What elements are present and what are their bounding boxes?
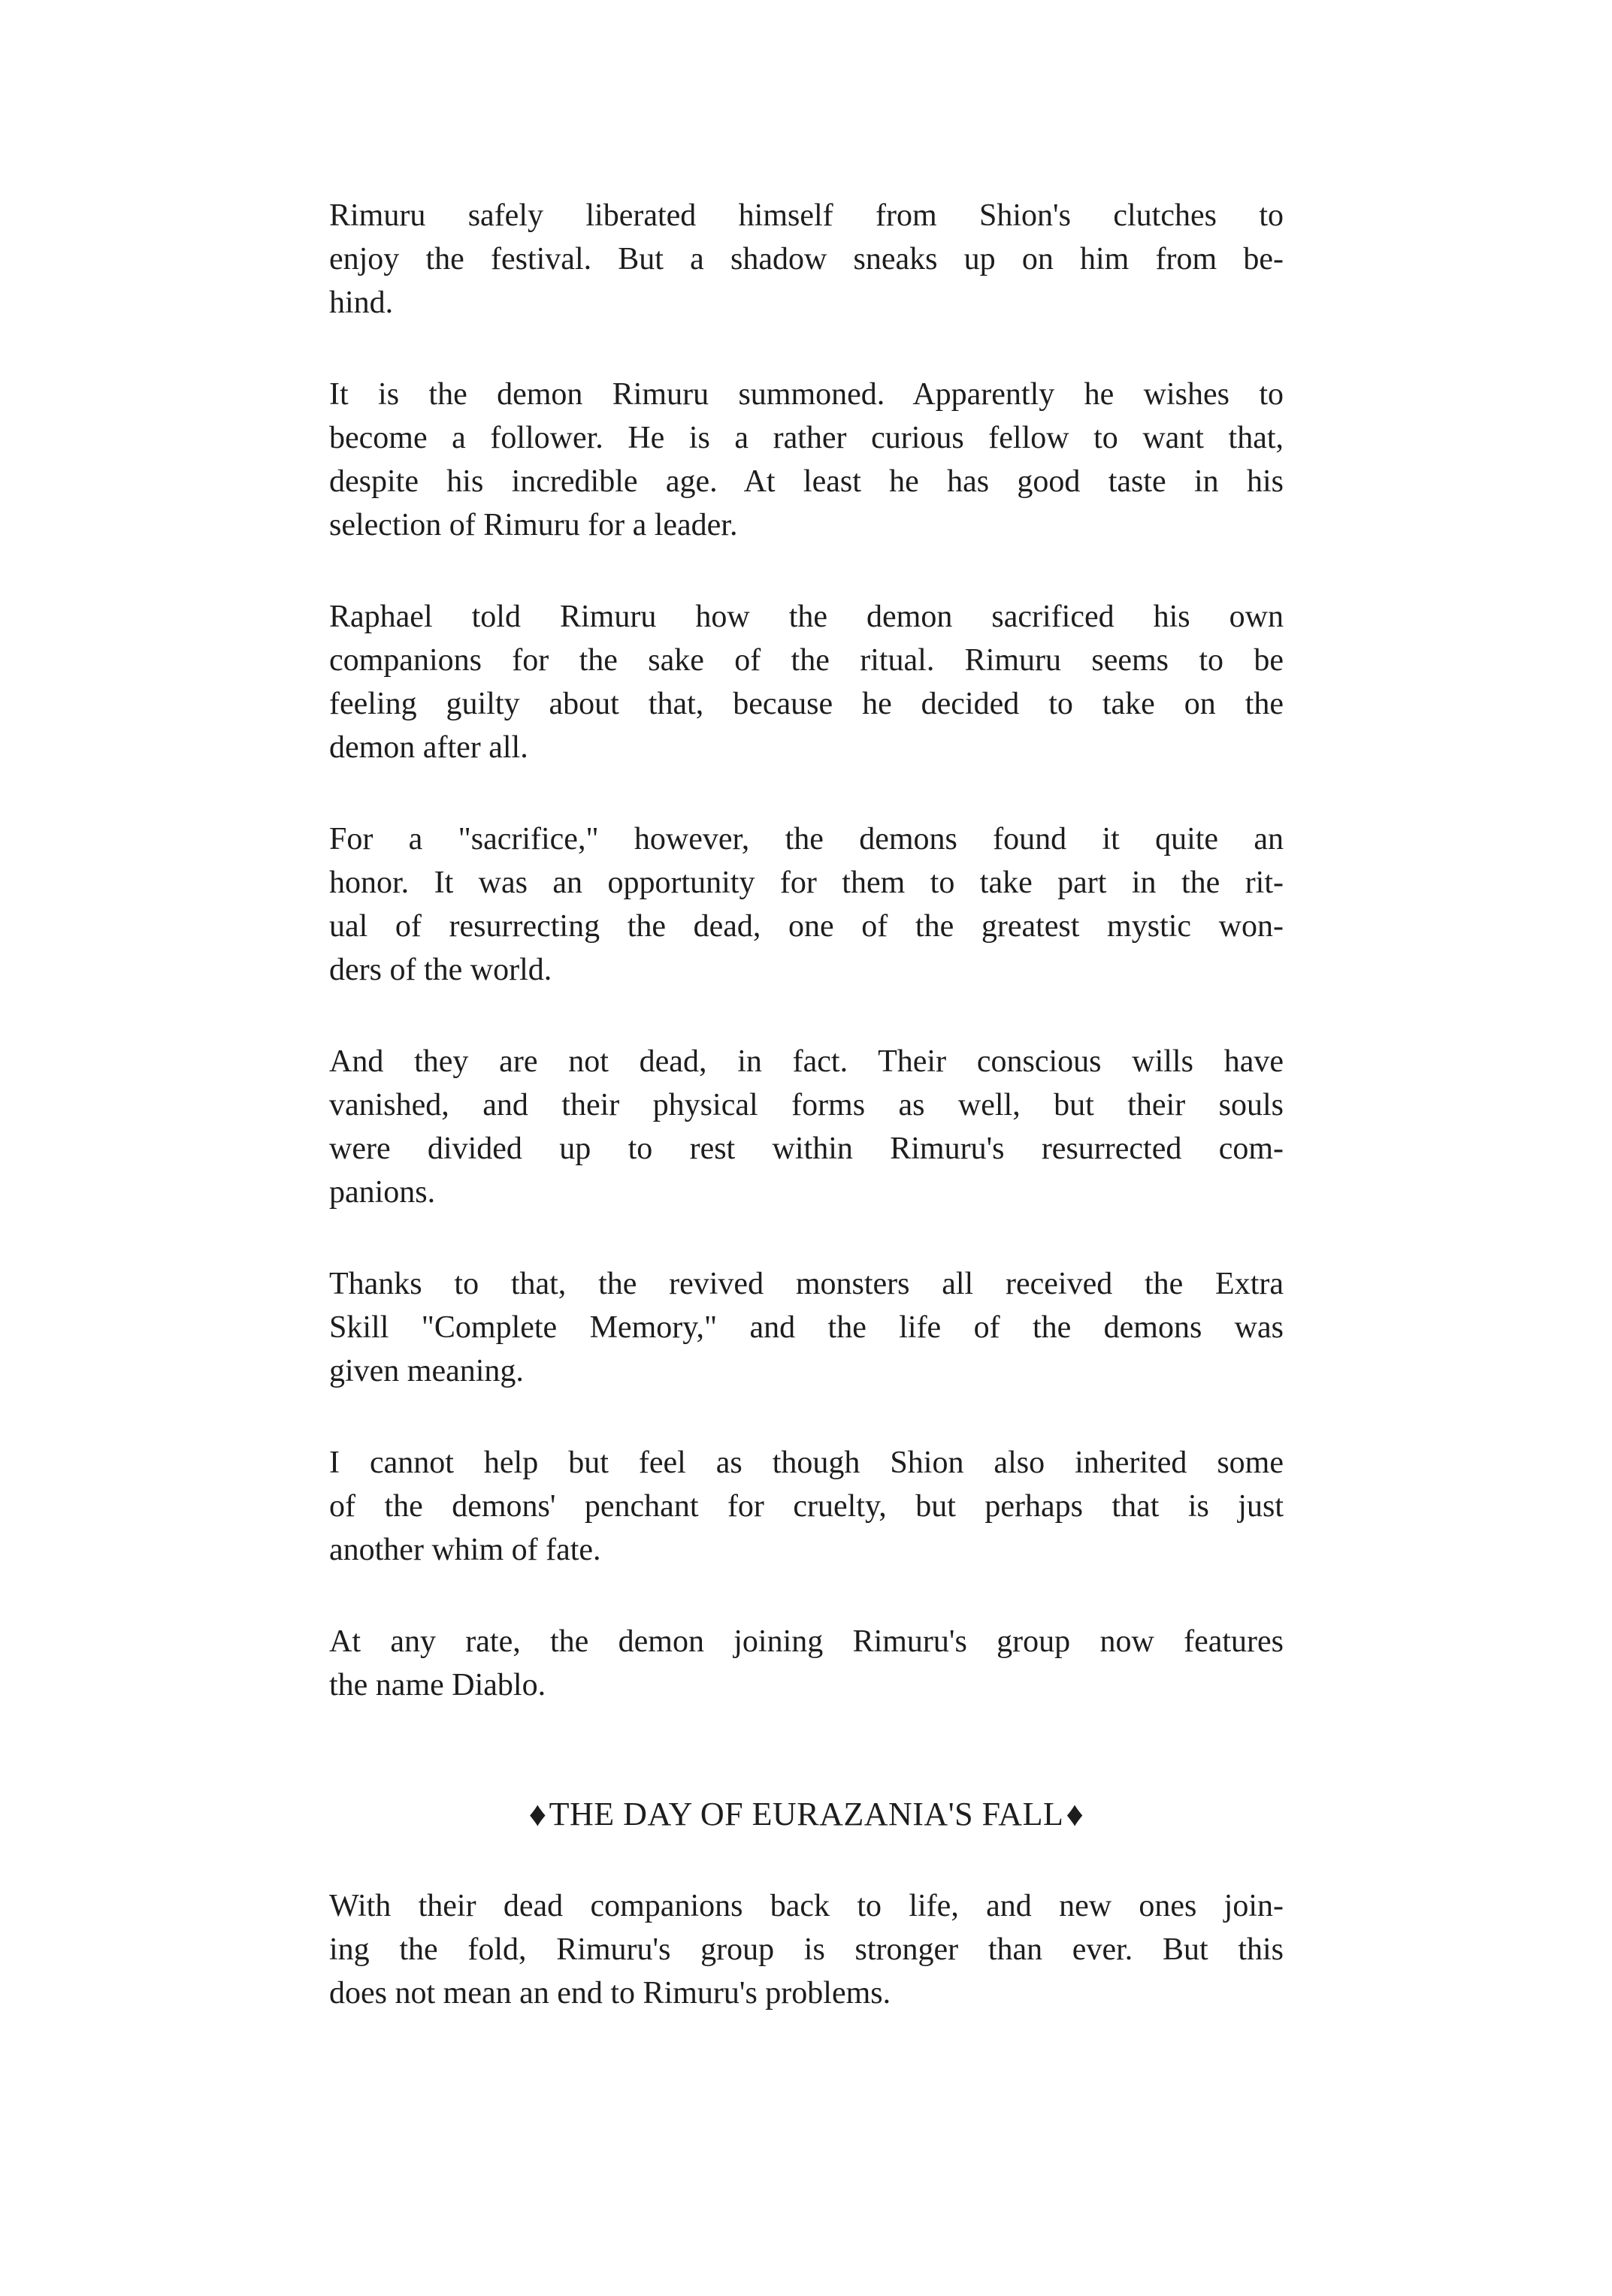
text-line: I cannot help but feel as though Shion also inherited some xyxy=(329,1446,1284,1480)
text-line: become a follower. He is a rather curious fellow to want that, xyxy=(329,421,1284,455)
section-heading xyxy=(329,1793,1284,1836)
text-line: Raphael told Rimuru how the demon sacrificed his own xyxy=(329,600,1284,634)
text-line: the name Diablo. xyxy=(329,1668,546,1702)
text-line: hind. xyxy=(329,285,394,320)
text-line: And they are not dead, in fact. Their conscious wills have xyxy=(329,1044,1284,1079)
paragraph xyxy=(329,373,1284,547)
text-line: Thanks to that, the revived monsters all received the Extra xyxy=(329,1267,1284,1301)
text-line: were divided up to rest within Rimuru's resurrected com- xyxy=(329,1131,1284,1166)
text-line: ders of the world. xyxy=(329,953,552,987)
text-line: given meaning. xyxy=(329,1354,524,1388)
text-line: ing the fold, Rimuru's group is stronger than ever. But this xyxy=(329,1932,1284,1967)
paragraphs-after-heading xyxy=(329,1884,1284,2015)
section-heading-title: THE DAY OF EURAZANIA'S FALL xyxy=(549,1796,1064,1832)
text-line: of the demons' penchant for cruelty, but perhaps that is just xyxy=(329,1489,1284,1524)
diamond-right-icon: ♦ xyxy=(1066,1795,1084,1833)
text-line: demon after all. xyxy=(329,730,528,765)
text-line: panions. xyxy=(329,1175,436,1210)
text-line: does not mean an end to Rimuru's problems. xyxy=(329,1976,891,2011)
text-line: honor. It was an opportunity for them to take part in the rit- xyxy=(329,866,1284,900)
paragraphs-before-heading xyxy=(329,194,1284,1707)
paragraph xyxy=(329,1040,1284,1214)
text-line: With their dead companions back to life, and new ones join- xyxy=(329,1889,1284,1923)
paragraph xyxy=(329,817,1284,992)
text-line: Skill "Complete Memory," and the life of the demons was xyxy=(329,1310,1284,1345)
text-line: another whim of fate. xyxy=(329,1533,601,1567)
diamond-left-icon: ♦ xyxy=(528,1795,547,1833)
paragraph xyxy=(329,1262,1284,1393)
text-line: despite his incredible age. At least he has good taste in his xyxy=(329,464,1284,499)
text-line: At any rate, the demon joining Rimuru's group now features xyxy=(329,1624,1284,1659)
text-line: Rimuru safely liberated himself from Shion's clutches to xyxy=(329,198,1284,233)
paragraph xyxy=(329,1884,1284,2015)
text-line: It is the demon Rimuru summoned. Apparently he wishes to xyxy=(329,377,1284,412)
text-line: ual of resurrecting the dead, one of the greatest mystic won- xyxy=(329,909,1284,944)
text-line: companions for the sake of the ritual. Rimuru seems to be xyxy=(329,643,1284,678)
text-line: feeling guilty about that, because he decided to take on the xyxy=(329,687,1284,721)
paragraph xyxy=(329,595,1284,769)
paragraph xyxy=(329,194,1284,325)
text-line: vanished, and their physical forms as well, but their souls xyxy=(329,1088,1284,1122)
text-column xyxy=(329,194,1284,2063)
text-line: selection of Rimuru for a leader. xyxy=(329,508,738,542)
paragraph xyxy=(329,1441,1284,1572)
text-line: enjoy the festival. But a shadow sneaks up on him from be- xyxy=(329,242,1284,276)
paragraph xyxy=(329,1620,1284,1707)
text-line: For a "sacrifice," however, the demons found it quite an xyxy=(329,822,1284,856)
